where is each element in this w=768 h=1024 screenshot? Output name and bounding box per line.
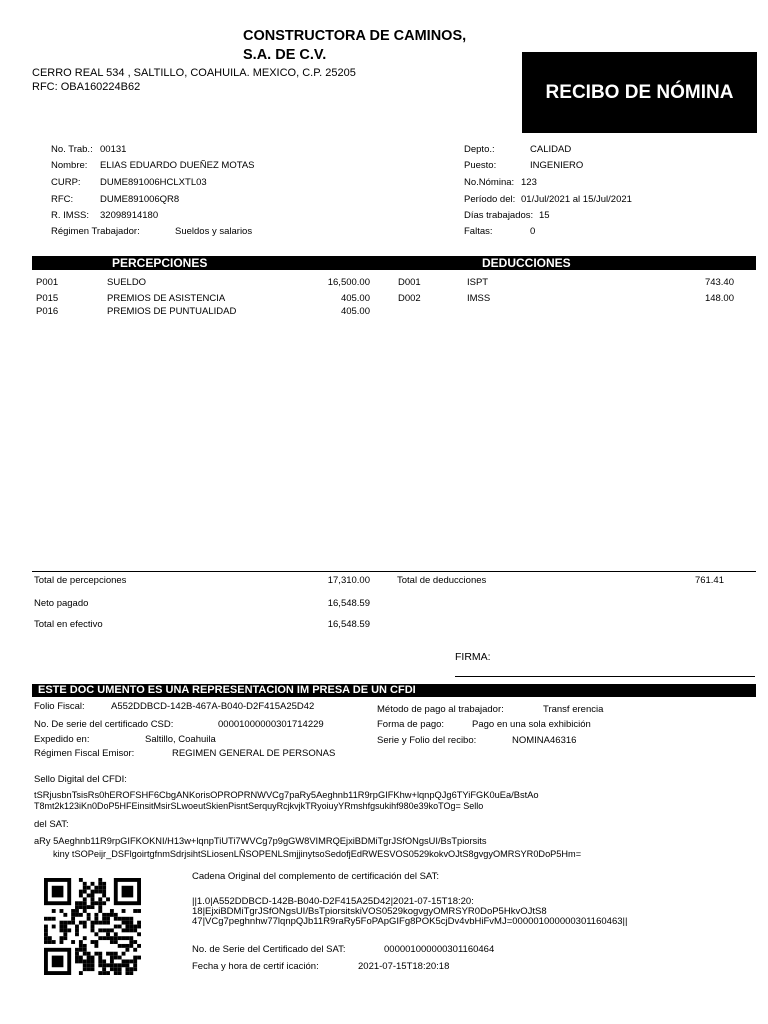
employee-field-value: CALIDAD bbox=[530, 144, 572, 155]
employee-field-value: INGENIERO bbox=[530, 160, 584, 171]
total-efectivo-label: Total en efectivo bbox=[34, 619, 103, 630]
employee-field-label: R. IMSS: bbox=[51, 210, 90, 221]
percepcion-amount: 405.00 bbox=[340, 293, 370, 304]
folio-fiscal-label: Folio Fiscal: bbox=[34, 701, 85, 712]
regimen-value: REGIMEN GENERAL DE PERSONAS bbox=[172, 748, 336, 759]
cadena-line2: 18|EjxiBDMiTgrJSfONgsUI/BsTpiorsitskiVOS0529kogvgyOMRSYR0DoP5HkvOJtS8 bbox=[192, 906, 547, 917]
total-efectivo-value: 16,548.59 bbox=[327, 619, 370, 630]
neto-pagado-value: 16,548.59 bbox=[327, 598, 370, 609]
percepcion-code: P016 bbox=[36, 306, 59, 317]
employee-field-label: RFC: bbox=[51, 194, 74, 205]
firma-line bbox=[455, 676, 755, 677]
cadena-line1: ||1.0|A552DDBCD-142B-B040-D2F415A25D42|2021-07-15T18:20: bbox=[192, 896, 474, 907]
totals-divider bbox=[32, 571, 756, 572]
firma-label: FIRMA: bbox=[455, 651, 491, 663]
document-title: RECIBO DE NÓMINA bbox=[522, 52, 757, 133]
total-percepciones-value: 17,310.00 bbox=[327, 575, 370, 586]
employee-field-label: Días trabajados: bbox=[464, 210, 534, 221]
sello-sat-line2: kiny tSOPeijr_DSFlgoirtgfnmSdrjsihtSLiosenLÑSOPENLSmjjinytsoSedofjEdRWESVOS0529kokvOJtS8gvgyOMRSYR0DoP5Hm= bbox=[53, 849, 582, 859]
employee-field-value: ELIAS EDUARDO DUEÑEZ MOTAS bbox=[100, 160, 255, 171]
employee-field-label: Faltas: bbox=[464, 226, 493, 237]
cfdi-banner-text: ESTE DOC UMENTO ES UNA REPRESENTACION IM PRESA DE UN CFDI bbox=[38, 684, 416, 696]
deduccion-code: D001 bbox=[398, 277, 421, 288]
employee-field-value: 15 bbox=[539, 210, 550, 221]
deduccion-concept: IMSS bbox=[467, 293, 491, 304]
forma-pago-label: Forma de pago: bbox=[377, 719, 445, 730]
expedido-value: Saltillo, Coahuila bbox=[145, 734, 216, 745]
percepcion-amount: 16,500.00 bbox=[327, 277, 370, 288]
deduccion-amount: 743.40 bbox=[704, 277, 734, 288]
sello-cfdi-label: Sello Digital del CFDI: bbox=[34, 774, 127, 785]
serie-folio-value: NOMINA46316 bbox=[512, 735, 577, 746]
total-deducciones-value: 761.41 bbox=[694, 575, 724, 586]
cadena-original-label: Cadena Original del complemento de certificación del SAT: bbox=[192, 871, 439, 882]
employee-field-value: 0 bbox=[530, 226, 536, 237]
employee-field-value: 123 bbox=[521, 177, 537, 188]
company-name-line1: CONSTRUCTORA DE CAMINOS, bbox=[243, 28, 467, 44]
employee-field-value: DUME891006QR8 bbox=[100, 194, 180, 205]
company-name bbox=[243, 27, 466, 65]
cfdi-banner bbox=[32, 684, 756, 697]
regimen-label: Régimen Fiscal Emisor: bbox=[34, 748, 135, 759]
employee-field-label: Nombre: bbox=[51, 160, 88, 171]
percepciones-header: PERCEPCIONES bbox=[112, 256, 208, 270]
employee-field-label: No.Nómina: bbox=[464, 177, 515, 188]
company-rfc: RFC: OBA160224B62 bbox=[32, 81, 141, 93]
serie-sat-label: No. de Serie del Certificado del SAT: bbox=[192, 944, 346, 955]
sello-cfdi-line1: tSRjusbnTsisRs0hEROFSHF6CbgANKorisOPROPRNWVCg7paRy5Aeghnb11R9rpGIFKhw+lqnpQJg6TYiFGK0uEa/BstAo bbox=[34, 790, 539, 800]
percepcion-code: P001 bbox=[36, 277, 59, 288]
sello-sat-label: del SAT: bbox=[34, 819, 69, 830]
cadena-line3: 47|VCg7peghnhw77lqnpQJb11R9raRy5FoPApGIFg8POK5cjDv4vbHiFvMJ=000001000000301160463|| bbox=[192, 916, 628, 927]
percepcion-concept: SUELDO bbox=[107, 277, 147, 288]
concepts-header-bar bbox=[32, 256, 756, 270]
deduccion-code: D002 bbox=[398, 293, 421, 304]
percepcion-code: P015 bbox=[36, 293, 59, 304]
company-name-line2: S.A. DE C.V. bbox=[243, 47, 327, 63]
employee-field-label: Depto.: bbox=[464, 144, 495, 155]
total-percepciones-label: Total de percepciones bbox=[34, 575, 127, 586]
expedido-label: Expedido en: bbox=[34, 734, 90, 745]
fecha-certificacion-label: Fecha y hora de certif icación: bbox=[192, 961, 319, 972]
deduccion-concept: ISPT bbox=[467, 277, 489, 288]
company-address-block bbox=[32, 66, 356, 94]
percepcion-concept: PREMIOS DE ASISTENCIA bbox=[107, 293, 226, 304]
metodo-pago-value: Transf erencia bbox=[543, 704, 604, 715]
employee-field-value: Sueldos y salarios bbox=[175, 226, 253, 237]
serie-sat-value: 000001000000301160464 bbox=[384, 944, 495, 955]
percepcion-concept: PREMIOS DE PUNTUALIDAD bbox=[107, 306, 237, 317]
employee-field-label: Período del: bbox=[464, 194, 516, 205]
metodo-pago-label: Método de pago al trabajador: bbox=[377, 704, 504, 715]
serie-csd-label: No. De serie del certificado CSD: bbox=[34, 719, 174, 730]
sello-sat-line1: aRy 5Aeghnb11R9rpGIFKOKNI/H13w+lqnpTiUTi7WVCg7p9gGW8VIMRQEjxiBDMiTgrJSfONgsUI/BsTpiorsits bbox=[34, 836, 487, 846]
deduccion-amount: 148.00 bbox=[704, 293, 734, 304]
forma-pago-value: Pago en una sola exhibición bbox=[472, 719, 591, 730]
serie-csd-value: 00001000000301714229 bbox=[218, 719, 324, 730]
sello-cfdi-line2: T8mt2k123iKn0DoP5HFEinsitMsirSLwoeutSkienPisntSerquyRcjkvjkTRyoiuyYRmshfgsukihf980e39koTOg= Sello bbox=[34, 801, 484, 811]
folio-fiscal-value: A552DDBCD-142B-467A-B040-D2F415A25D42 bbox=[111, 701, 315, 712]
neto-pagado-label: Neto pagado bbox=[34, 598, 89, 609]
serie-folio-label: Serie y Folio del recibo: bbox=[377, 735, 477, 746]
employee-field-value: DUME891006HCLXTL03 bbox=[100, 177, 207, 188]
total-deducciones-label: Total de deducciones bbox=[397, 575, 487, 586]
employee-field-label: No. Trab.: bbox=[51, 144, 93, 155]
percepcion-amount: 405.00 bbox=[340, 306, 370, 317]
employee-field-label: Puesto: bbox=[464, 160, 497, 171]
employee-field-value: 00131 bbox=[100, 144, 127, 155]
employee-field-value: 01/Jul/2021 al 15/Jul/2021 bbox=[521, 194, 632, 205]
employee-field-label: CURP: bbox=[51, 177, 81, 188]
employee-field-label: Régimen Trabajador: bbox=[51, 226, 140, 237]
fecha-certificacion-value: 2021-07-15T18:20:18 bbox=[358, 961, 450, 972]
company-address: CERRO REAL 534 , SALTILLO, COAHUILA. MEXICO, C.P. 25205 bbox=[32, 67, 356, 79]
employee-field-value: 32098914180 bbox=[100, 210, 159, 221]
deducciones-header: DEDUCCIONES bbox=[482, 256, 571, 270]
qr-code bbox=[44, 878, 141, 975]
